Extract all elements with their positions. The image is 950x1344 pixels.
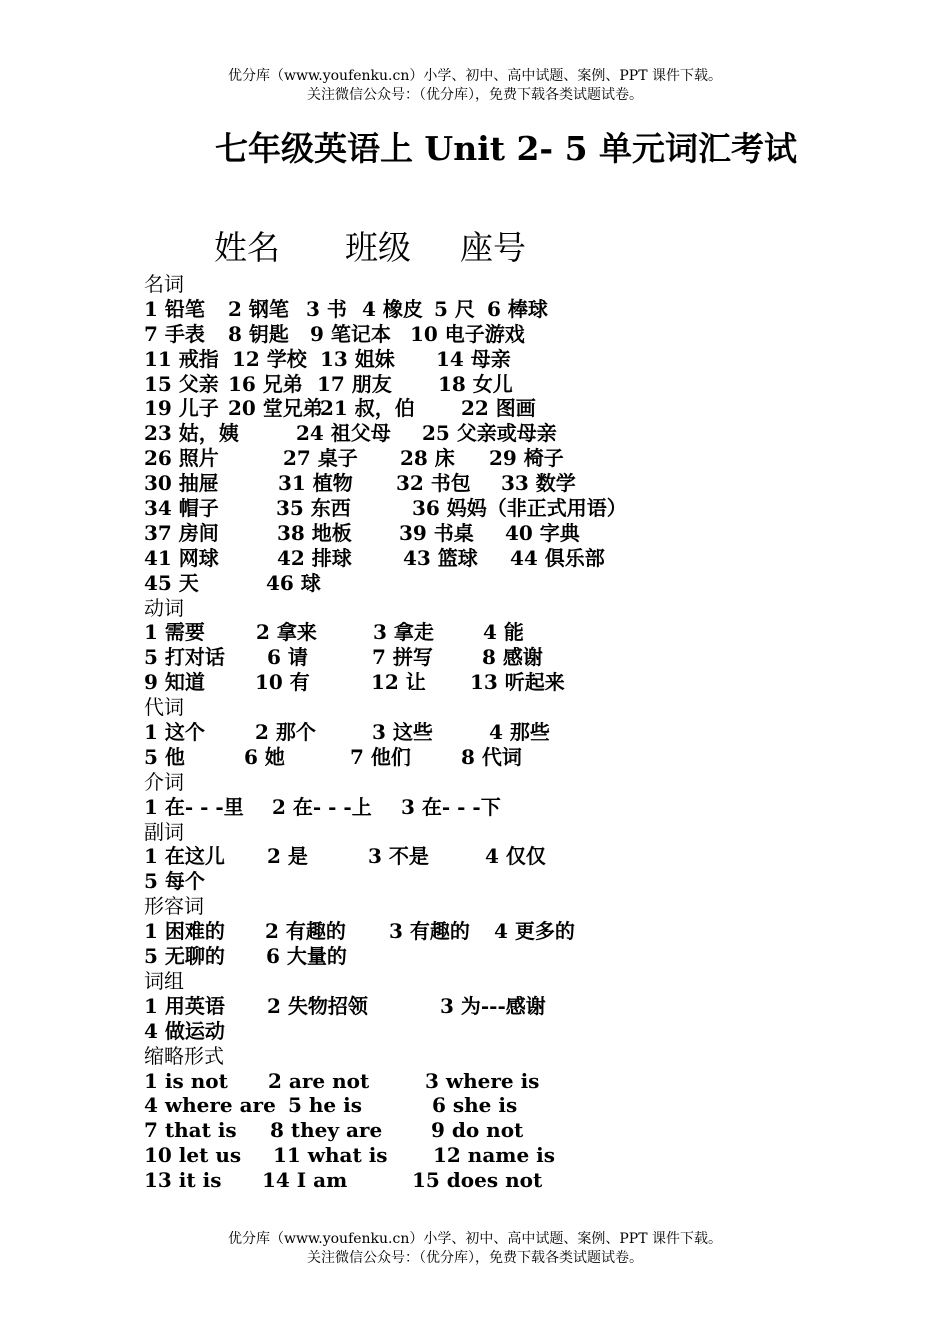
- vocab-row: [144, 571, 904, 596]
- vocab-item: 19 儿子: [144, 396, 219, 421]
- name-label: 姓名: [214, 228, 280, 267]
- vocab-item: 10 有: [255, 670, 310, 695]
- vocab-row: [144, 1019, 904, 1044]
- vocab-item: 3 书: [306, 296, 347, 321]
- vocab-item: 6 请: [267, 645, 308, 670]
- vocab-row: [144, 620, 904, 645]
- vocab-item: 35 东西: [276, 496, 351, 521]
- vocab-item: 3 在- - -下: [401, 794, 501, 819]
- vocab-item: 2 are not: [268, 1068, 370, 1093]
- vocab-item: 1 困难的: [144, 919, 225, 944]
- vocab-row: [144, 1143, 904, 1168]
- seat-label: 座号: [460, 228, 526, 267]
- vocab-item: 22 图画: [461, 396, 536, 421]
- vocab-item: 7 拼写: [372, 645, 433, 670]
- vocab-row: [144, 496, 904, 521]
- vocab-item: 37 房间: [144, 520, 219, 545]
- vocab-item: 17 朋友: [317, 371, 392, 396]
- header-line-2: 关注微信公众号：（优分库），免费下载各类试题试卷。: [307, 87, 643, 103]
- vocab-item: 11 what is: [273, 1143, 388, 1168]
- vocab-item: 39 书桌: [399, 520, 474, 545]
- vocab-item: 41 网球: [144, 545, 219, 570]
- vocab-item: 3 不是: [368, 844, 429, 869]
- vocab-row: [144, 1118, 904, 1143]
- vocab-item: 31 植物: [278, 471, 353, 496]
- vocab-item: 4 更多的: [494, 919, 575, 944]
- header-line-1: 优分库（www.youfenku.cn）小学、初中、高中试题、案例、PPT 课件下载。: [227, 68, 722, 84]
- vocab-row: [144, 745, 904, 770]
- vocab-item: 18 女儿: [438, 371, 513, 396]
- vocab-item: 1 在这儿: [144, 844, 225, 869]
- section-heading: 动词: [144, 595, 184, 620]
- vocab-item: 2 失物招领: [267, 993, 368, 1018]
- vocab-item: 5 他: [144, 744, 185, 769]
- vocab-item: 15 父亲: [144, 371, 219, 396]
- vocab-item: 2 那个: [255, 720, 316, 745]
- vocab-item: 8 钥匙: [228, 321, 289, 346]
- vocab-item: 23 姑，姨: [144, 421, 239, 446]
- section-heading: 缩略形式: [144, 1043, 224, 1068]
- vocab-item: 11 戒指: [144, 346, 219, 371]
- vocab-item: 6 棒球: [487, 296, 548, 321]
- vocab-item: 1 用英语: [144, 993, 225, 1018]
- vocab-item: 5 每个: [144, 869, 205, 894]
- vocab-item: 13 it is: [144, 1168, 222, 1193]
- vocab-item: 33 数学: [501, 471, 576, 496]
- vocab-item: 29 椅子: [489, 446, 564, 471]
- vocab-row: [144, 795, 904, 820]
- vocab-item: 10 let us: [144, 1143, 242, 1168]
- vocab-item: 1 在- - -里: [144, 794, 244, 819]
- footer-line-2: 关注微信公众号：（优分库），免费下载各类试题试卷。: [307, 1250, 643, 1266]
- vocab-item: 6 大量的: [266, 944, 347, 969]
- vocab-row: [144, 421, 904, 446]
- vocab-item: 9 知道: [144, 670, 205, 695]
- vocab-item: 13 姐妹: [320, 346, 395, 371]
- vocab-item: 12 name is: [433, 1143, 556, 1168]
- document-title: 七年级英语上 Unit 2- 5 单元词汇考试: [214, 129, 798, 168]
- vocab-item: 14 I am: [262, 1168, 348, 1193]
- vocab-item: 9 do not: [431, 1118, 524, 1143]
- vocab-item: 12 让: [371, 670, 426, 695]
- vocab-item: 6 she is: [432, 1093, 518, 1118]
- vocab-row: [144, 720, 904, 745]
- vocab-item: 1 铅笔: [144, 296, 205, 321]
- vocab-row: [144, 521, 904, 546]
- vocab-row: [144, 471, 904, 496]
- vocab-row: [144, 546, 904, 571]
- section-heading: 介词: [144, 769, 184, 794]
- vocabulary-list: [144, 272, 904, 1193]
- vocab-row: [144, 645, 904, 670]
- vocab-row: [144, 1069, 904, 1094]
- vocab-item: 4 where are: [144, 1093, 276, 1118]
- vocab-item: 27 桌子: [283, 446, 358, 471]
- vocab-item: 5 打对话: [144, 645, 225, 670]
- vocab-item: 4 橡皮: [362, 296, 423, 321]
- vocab-item: 43 篮球: [403, 545, 478, 570]
- vocab-item: 45 天: [144, 570, 199, 595]
- vocab-row: [144, 670, 904, 695]
- vocab-item: 44 俱乐部: [510, 545, 605, 570]
- vocab-item: 8 代词: [461, 744, 522, 769]
- vocab-item: 4 仅仅: [485, 844, 546, 869]
- vocab-item: 32 书包: [396, 471, 471, 496]
- vocab-item: 1 is not: [144, 1068, 228, 1093]
- vocab-item: 7 他们: [350, 744, 411, 769]
- vocab-item: 3 拿走: [373, 620, 434, 645]
- vocab-item: 36 妈妈（非正式用语）: [412, 496, 627, 521]
- vocab-row: [144, 944, 904, 969]
- vocab-row: [144, 1168, 904, 1193]
- vocab-item: 14 母亲: [436, 346, 511, 371]
- vocab-item: 3 有趣的: [389, 919, 470, 944]
- vocab-item: 2 有趣的: [265, 919, 346, 944]
- section-heading: 代词: [144, 695, 184, 720]
- vocab-item: 5 he is: [288, 1093, 362, 1118]
- vocab-item: 2 是: [267, 844, 308, 869]
- vocab-item: 12 学校: [232, 346, 307, 371]
- vocab-item: 6 她: [244, 744, 285, 769]
- section-heading: 词组: [144, 968, 184, 993]
- vocab-item: 8 感谢: [482, 645, 543, 670]
- vocab-row: [144, 919, 904, 944]
- vocab-item: 7 that is: [144, 1118, 237, 1143]
- vocab-row: [144, 1093, 904, 1118]
- vocab-row: [144, 297, 904, 322]
- vocab-item: 2 钢笔: [228, 296, 289, 321]
- vocab-row: [144, 869, 904, 894]
- vocab-item: 3 where is: [425, 1068, 540, 1093]
- vocab-item: 5 无聊的: [144, 944, 225, 969]
- vocab-item: 24 祖父母: [296, 421, 391, 446]
- vocab-item: 10 电子游戏: [410, 321, 525, 346]
- vocab-row: [144, 322, 904, 347]
- vocab-row: [144, 446, 904, 471]
- vocab-row: [144, 994, 904, 1019]
- vocab-item: 4 做运动: [144, 1018, 225, 1043]
- vocab-row: [144, 844, 904, 869]
- section-heading: 名词: [144, 272, 184, 296]
- vocab-item: 1 这个: [144, 720, 205, 745]
- vocab-item: 15 does not: [412, 1168, 543, 1193]
- vocab-item: 28 床: [400, 446, 455, 471]
- vocab-item: 30 抽屉: [144, 471, 219, 496]
- footer-line-1: 优分库（www.youfenku.cn）小学、初中、高中试题、案例、PPT 课件下载。: [227, 1231, 722, 1247]
- section-heading: 形容词: [144, 894, 204, 919]
- vocab-item: 5 尺: [434, 296, 475, 321]
- vocab-item: 20 堂兄弟: [228, 396, 323, 421]
- vocab-item: 34 帽子: [144, 496, 219, 521]
- vocab-item: 2 拿来: [256, 620, 317, 645]
- vocab-item: 38 地板: [277, 520, 352, 545]
- vocab-item: 13 听起来: [470, 670, 565, 695]
- vocab-item: 3 为---感谢: [440, 993, 546, 1018]
- vocab-item: 2 在- - -上: [272, 794, 372, 819]
- vocab-item: 16 兄弟: [228, 371, 303, 396]
- vocab-item: 42 排球: [277, 545, 352, 570]
- vocab-item: 4 能: [483, 620, 524, 645]
- vocab-item: 21 叔，伯: [320, 396, 415, 421]
- vocab-item: 26 照片: [144, 446, 219, 471]
- vocab-item: 1 需要: [144, 620, 205, 645]
- class-label: 班级: [345, 228, 411, 267]
- vocab-item: 40 字典: [505, 520, 580, 545]
- vocab-item: 3 这些: [372, 720, 433, 745]
- vocab-item: 4 那些: [489, 720, 550, 745]
- vocab-row: [144, 396, 904, 421]
- vocab-item: 9 笔记本: [310, 321, 391, 346]
- vocab-row: [144, 347, 904, 372]
- section-heading: 副词: [144, 819, 184, 844]
- vocab-item: 7 手表: [144, 321, 205, 346]
- vocab-item: 46 球: [266, 570, 321, 595]
- vocab-row: [144, 372, 904, 397]
- vocab-item: 8 they are: [270, 1118, 383, 1143]
- vocab-item: 25 父亲或母亲: [422, 421, 557, 446]
